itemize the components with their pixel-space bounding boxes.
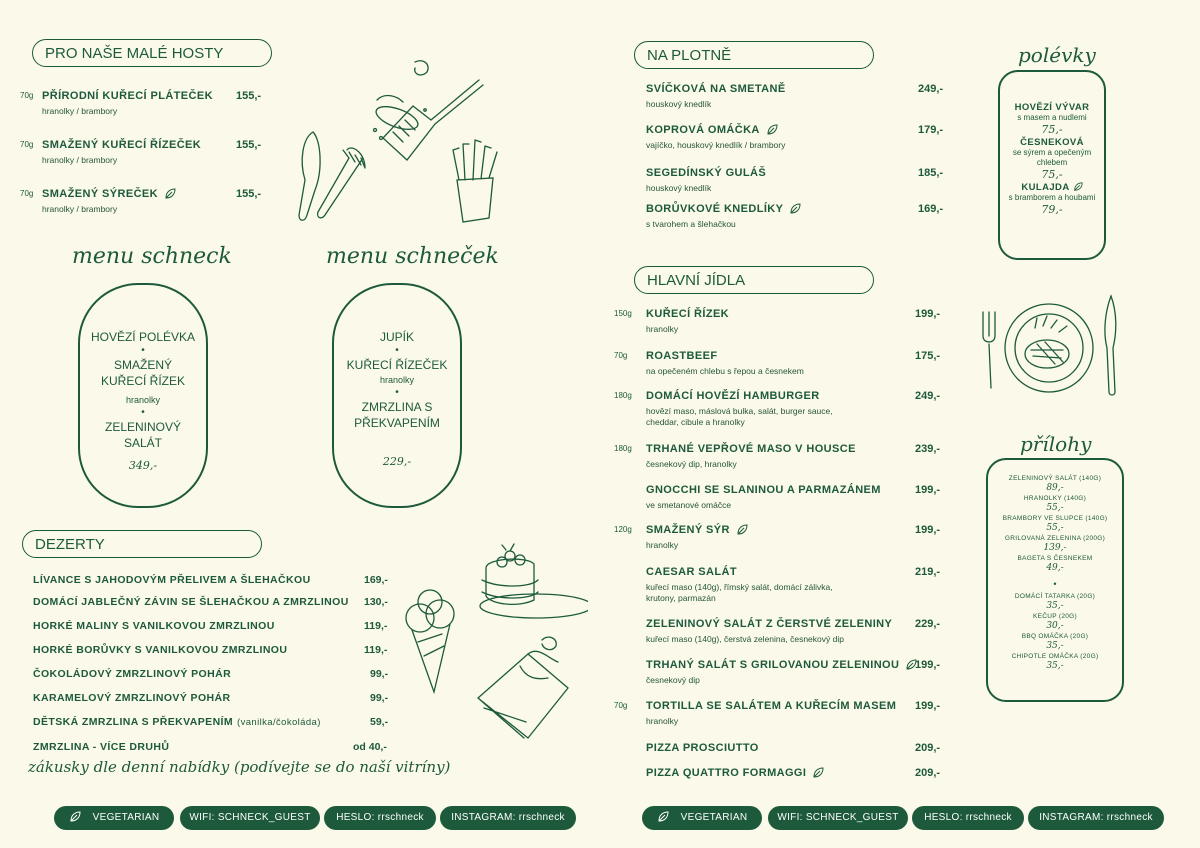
- item-price: 179,-: [918, 124, 944, 136]
- bullet: •: [1053, 579, 1057, 589]
- wifi-badge: WIFI: SCHNECK_GUEST: [768, 806, 908, 830]
- soup-name: HOVĚZÍ VÝVAR: [1014, 102, 1090, 113]
- plate-icon: [975, 292, 1125, 402]
- bullet: •: [395, 345, 399, 356]
- leaf-icon: [164, 188, 176, 200]
- dessert-name: HORKÉ BORŮVKY S VANILKOVOU ZMRZLINOU: [33, 644, 288, 656]
- item-grams: 70g: [20, 189, 34, 198]
- item-name: SMAŽENÝ SÝR: [646, 524, 730, 536]
- instagram-badge: INSTAGRAM: rrschneck: [1028, 806, 1164, 830]
- main-item: [646, 767, 946, 779]
- item-desc: s tvarohem a šlehačkou: [646, 219, 736, 230]
- item-price: 249,-: [918, 83, 944, 95]
- soup-desc: se sýrem a opečeným chlebem: [1012, 148, 1092, 167]
- sides-box: [986, 458, 1124, 702]
- main-item: [646, 742, 946, 754]
- instagram-badge: INSTAGRAM: rrschneck: [440, 806, 576, 830]
- item-desc: hovězí maso, máslová bulka, salát, burger sauce,: [646, 406, 833, 416]
- side-price: 139,-: [1043, 543, 1067, 553]
- item-name: SEGEDÍNSKÝ GULÁŠ: [646, 167, 767, 179]
- knife-icon: [299, 132, 320, 220]
- dessert-price: 119,-: [364, 620, 388, 632]
- item-desc: houskový knedlík: [646, 183, 712, 193]
- dessert-price: 130,-: [364, 596, 388, 608]
- item-name: PŘÍRODNÍ KUŘECÍ PLÁTEČEK: [42, 90, 213, 102]
- main-item: [614, 524, 946, 551]
- item-grams: 70g: [614, 351, 628, 360]
- menu-item: HOVĚZÍ POLÉVKA: [90, 330, 196, 344]
- item-grams: 180g: [614, 391, 632, 400]
- fork-icon: [318, 148, 365, 218]
- leaf-icon: [657, 811, 669, 823]
- item-name: DOMÁCÍ HOVĚZÍ HAMBURGER: [646, 390, 820, 402]
- side-name: ZELENINOVÝ SALÁT (140G): [1008, 475, 1102, 482]
- cutlery-illustration: [285, 40, 510, 235]
- main-item: [646, 659, 946, 685]
- menu-item: ZELENINOVÝ SALÁT: [104, 420, 182, 450]
- item-price: 209,-: [915, 742, 941, 754]
- side-price: 55,-: [1046, 503, 1064, 513]
- item-name: PIZZA PROSCIUTTO: [646, 742, 759, 754]
- item-desc: hranolky: [646, 716, 679, 726]
- ice-cream-icon: [406, 590, 454, 692]
- side-name: BAGETA S ČESNEKEM: [1017, 555, 1093, 562]
- leaf-icon: [736, 524, 748, 536]
- dessert-name: ZMRZLINA - VÍCE DRUHŮ: [33, 741, 170, 753]
- menu-item-desc: hranolky: [125, 395, 161, 405]
- side-name: BBQ OMÁČKA (20G): [1021, 633, 1089, 640]
- kids-section-title: PRO NAŠE MALÉ HOSTY: [32, 39, 272, 67]
- dessert-price: 119,-: [364, 644, 388, 656]
- item-desc: hranolky / brambory: [42, 155, 118, 165]
- desserts-footnote: zákusky dle denní nabídky (podívejte se do naší vitríny): [28, 758, 451, 776]
- side-price: 30,-: [1046, 621, 1064, 631]
- leaf-icon: [1073, 182, 1083, 192]
- side-name: KEČUP (20G): [1033, 613, 1077, 620]
- soups-heading: polévky: [1018, 43, 1096, 67]
- dessert-illustration: [398, 538, 588, 748]
- leaf-icon: [766, 124, 778, 136]
- soup-price: 75,-: [1041, 168, 1063, 181]
- item-grams: 150g: [614, 309, 632, 318]
- item-price: 209,-: [915, 767, 941, 779]
- vegetarian-badge: [54, 806, 174, 830]
- griddle-item: [646, 167, 946, 193]
- item-name: CAESAR SALÁT: [646, 566, 737, 578]
- bullet: •: [141, 407, 145, 418]
- item-name: SMAŽENÝ SÝREČEK: [42, 188, 159, 200]
- item-price: 239,-: [915, 443, 941, 455]
- side-price: 89,-: [1046, 483, 1064, 493]
- menu-item: JUPÍK: [379, 330, 414, 344]
- dessert-price: 59,-: [370, 716, 389, 728]
- bullet: •: [395, 387, 399, 398]
- item-desc: česnekový dip, hranolky: [646, 459, 737, 469]
- menu-item: SMAŽENÝ KUŘECÍ ŘÍZEK: [100, 358, 185, 388]
- dessert-row: [33, 716, 321, 728]
- leaf-icon: [789, 203, 801, 215]
- dessert-name: KARAMELOVÝ ZMRZLINOVÝ POHÁR: [33, 692, 231, 704]
- dessert-price: od 40,-: [353, 741, 387, 753]
- item-desc: kuřecí maso (140g), čerstvá zelenina, česnekový dip: [646, 634, 844, 644]
- item-desc: česnekový dip: [646, 675, 700, 686]
- item-grams: 120g: [614, 525, 632, 534]
- item-price: 175,-: [915, 350, 941, 362]
- item-price: 199,-: [915, 524, 941, 536]
- menu-item-desc: hranolky: [379, 375, 415, 385]
- item-desc: ve smetanové omáčce: [646, 500, 732, 510]
- item-price: 185,-: [918, 167, 944, 179]
- item-price: 199,-: [915, 308, 941, 320]
- main-item: [614, 308, 946, 334]
- menu-price: 229,-: [382, 455, 412, 468]
- side-price: 35,-: [1046, 661, 1064, 671]
- menu-schnecek-box: [332, 283, 462, 508]
- main-item: [614, 390, 946, 427]
- bullet: •: [141, 345, 145, 356]
- dessert-note: (vanilka/čokoláda): [237, 717, 321, 728]
- spatula-icon: [383, 80, 483, 160]
- dessert-name: HORKÉ MALINY S VANILKOVOU ZMRZLINOU: [33, 620, 275, 632]
- menu-schnecek-heading: menu schneček: [326, 244, 499, 269]
- soup-name: ČESNEKOVÁ: [1020, 137, 1084, 148]
- main-item: [646, 566, 946, 603]
- soups-box: [998, 70, 1106, 260]
- dessert-name: DĚTSKÁ ZMRZLINA S PŘEKVAPENÍM: [33, 716, 234, 728]
- item-name: GNOCCHI SE SLANINOU A PARMAZÁNEM: [646, 484, 881, 496]
- dessert-name: LÍVANCE S JAHODOVÝM PŘELIVEM A ŠLEHAČKOU: [33, 574, 311, 586]
- item-desc: hranolky: [646, 324, 679, 334]
- vegetarian-badge: [642, 806, 762, 830]
- side-name: CHIPOTLE OMÁČKA (20G): [1011, 653, 1099, 660]
- desserts-section-title: DEZERTY: [22, 530, 262, 558]
- item-name: TORTILLA SE SALÁTEM A KUŘECÍM MASEM: [646, 700, 897, 712]
- side-name: GRILOVANÁ ZELENINA (200G): [1004, 535, 1106, 542]
- item-grams: 70g: [20, 140, 34, 149]
- item-price: 199,-: [915, 700, 941, 712]
- griddle-item: [646, 203, 946, 229]
- item-price: 199,-: [915, 659, 941, 671]
- leaf-icon: [812, 767, 824, 779]
- password-badge: HESLO: rrschneck: [912, 806, 1024, 830]
- item-name: ZELENINOVÝ SALÁT Z ČERSTVÉ ZELENINY: [646, 618, 893, 630]
- menu-price: 349,-: [128, 459, 158, 472]
- menu-item: ZMRZLINA S PŘEKVAPENÍM: [354, 400, 440, 430]
- main-item: [646, 484, 946, 510]
- kids-item: [20, 139, 272, 165]
- dessert-name: ČOKOLÁDOVÝ ZMRZLINOVÝ POHÁR: [33, 668, 232, 680]
- item-name: TRHANÉ VEPŘOVÉ MASO V HOUSCE: [646, 443, 856, 455]
- item-grams: 70g: [20, 91, 34, 100]
- item-desc: houskový knedlík: [646, 99, 712, 109]
- item-desc: na opečeném chlebu s řepou a česnekem: [646, 366, 804, 376]
- soup-price: 75,-: [1041, 123, 1063, 136]
- item-grams: 180g: [614, 444, 632, 453]
- item-desc: kuřecí maso (140g), římský salát, domácí zálivka,: [646, 582, 833, 592]
- menu-item: KUŘECÍ ŘÍZEČEK: [346, 358, 448, 372]
- item-name: BORŮVKOVÉ KNEDLÍKY: [646, 203, 784, 215]
- cake-icon: [478, 637, 568, 738]
- side-price: 49,-: [1046, 563, 1064, 573]
- item-price: 155,-: [236, 90, 262, 102]
- item-price: 199,-: [915, 484, 941, 496]
- item-name: PIZZA QUATTRO FORMAGGI: [646, 767, 807, 779]
- dessert-name: DOMÁCÍ JABLEČNÝ ZÁVIN SE ŠLEHAČKOU A ZMRZLINOU: [33, 596, 349, 608]
- item-desc: cheddar, cibule a hranolky: [646, 417, 745, 427]
- main-item: [614, 350, 946, 376]
- item-desc: vajíčko, houskový knedlík / brambory: [646, 140, 786, 151]
- vegetarian-label: VEGETARIAN: [680, 812, 748, 823]
- item-name: SMAŽENÝ KUŘECÍ ŘÍZEČEK: [42, 139, 202, 151]
- item-price: 229,-: [915, 618, 941, 630]
- pancakes-icon: [480, 544, 588, 618]
- dessert-price: 99,-: [370, 692, 389, 704]
- soup-desc: s bramborem a houbami: [1008, 193, 1096, 202]
- main-item: [646, 618, 946, 644]
- item-price: 249,-: [915, 390, 941, 402]
- soup-desc: s masem a nudlemi: [1017, 113, 1087, 122]
- main-item: [614, 443, 946, 469]
- soup-price: 79,-: [1041, 203, 1063, 216]
- dessert-price: 169,-: [364, 574, 388, 586]
- item-price: 155,-: [236, 139, 262, 151]
- sides-heading: přílohy: [1020, 432, 1092, 456]
- item-name: ROASTBEEF: [646, 350, 718, 362]
- item-desc: hranolky: [646, 540, 679, 551]
- menu-schneck-box: [78, 283, 208, 508]
- item-price: 219,-: [915, 566, 941, 578]
- item-price: 155,-: [236, 188, 262, 200]
- item-desc: krutony, parmazán: [646, 593, 716, 603]
- side-price: 35,-: [1046, 641, 1064, 651]
- item-grams: 70g: [614, 701, 628, 710]
- soup-name: KULAJDA: [1021, 182, 1070, 193]
- item-name: TRHANÝ SALÁT S GRILOVANOU ZELENINOU: [646, 659, 900, 671]
- vegetarian-label: VEGETARIAN: [92, 812, 160, 823]
- griddle-section-title: NA PLOTNĚ: [634, 41, 874, 69]
- item-name: KUŘECÍ ŘÍZEK: [646, 308, 730, 320]
- dessert-price: 99,-: [370, 668, 389, 680]
- fries-icon: [453, 140, 497, 222]
- side-name: DOMÁCÍ TATARKA (20G): [1014, 593, 1096, 600]
- menu-schneck-heading: menu schneck: [72, 244, 232, 269]
- item-name: SVÍČKOVÁ NA SMETANĚ: [646, 83, 786, 95]
- griddle-item: [646, 83, 946, 109]
- side-price: 35,-: [1046, 601, 1064, 611]
- griddle-item: [646, 124, 946, 150]
- item-name: KOPROVÁ OMÁČKA: [646, 124, 760, 136]
- main-item: [614, 700, 946, 726]
- item-desc: hranolky / brambory: [42, 204, 118, 215]
- side-name: BRAMBORY VE SLUPCE (140G): [1002, 515, 1108, 522]
- kids-item: [20, 90, 272, 116]
- password-badge: HESLO: rrschneck: [324, 806, 436, 830]
- item-price: 169,-: [918, 203, 944, 215]
- wifi-badge: WIFI: SCHNECK_GUEST: [180, 806, 320, 830]
- side-name: HRANOLKY (140G): [1023, 495, 1087, 502]
- side-price: 55,-: [1046, 523, 1064, 533]
- kids-item: [20, 188, 272, 215]
- mains-section-title: HLAVNÍ JÍDLA: [634, 266, 874, 294]
- item-desc: hranolky / brambory: [42, 106, 118, 116]
- leaf-icon: [69, 811, 81, 823]
